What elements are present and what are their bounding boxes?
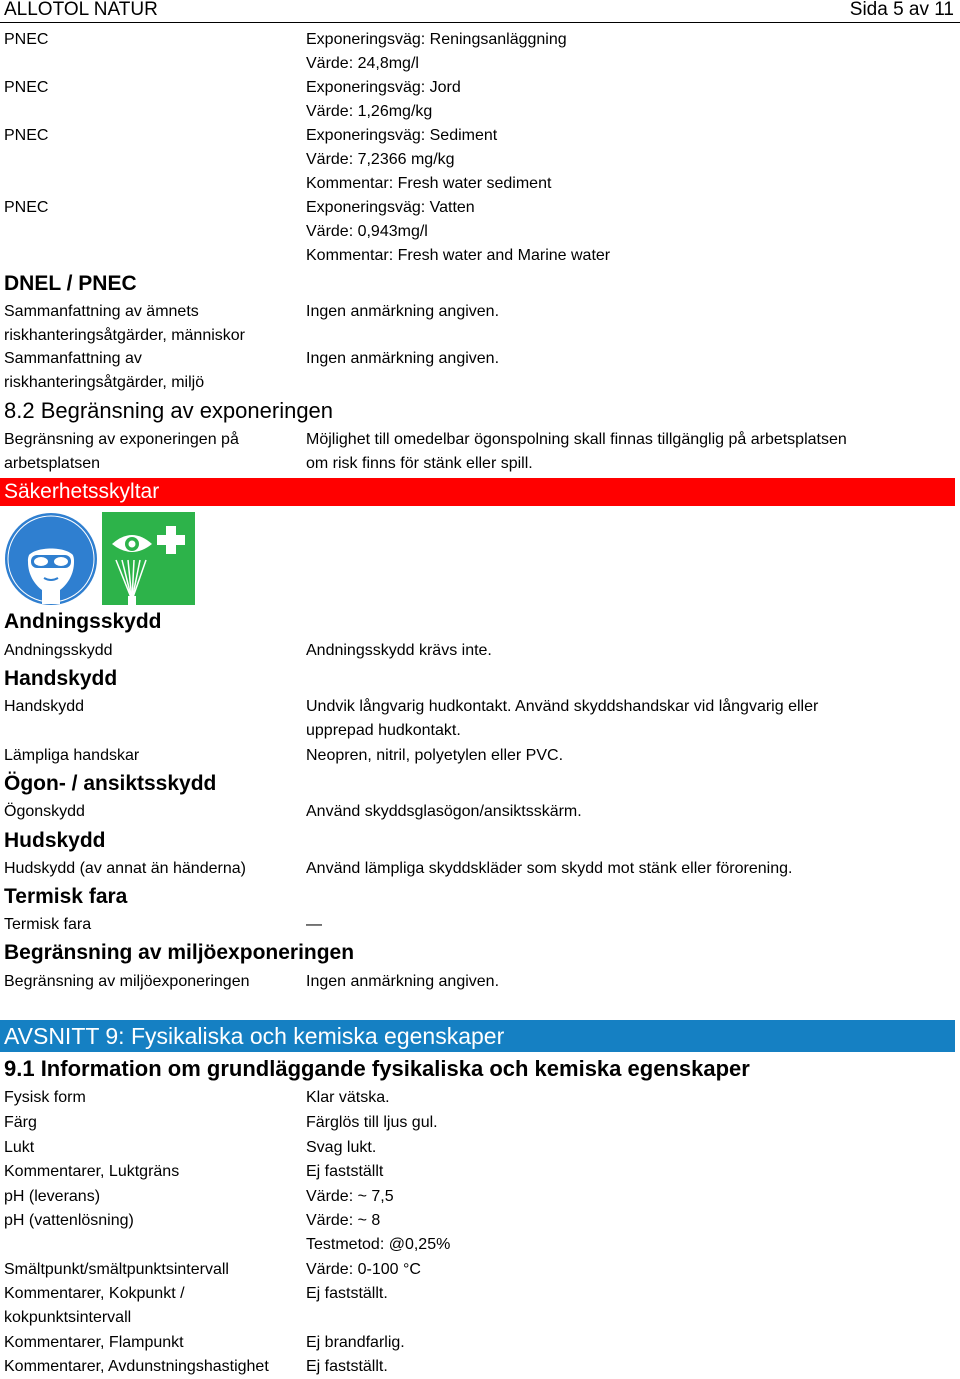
gloves-value: Neopren, nitril, polyetylen eller PVC.	[306, 747, 564, 764]
pnec-label: PNEC	[4, 31, 49, 48]
dnel-label-line: riskhanteringsåtgärder, människor	[4, 327, 246, 344]
property-label: Smältpunkt/smältpunktsintervall	[4, 1261, 229, 1278]
property-value: Ej fastställt	[306, 1163, 384, 1180]
dnel-value: Ingen anmärkning angiven.	[306, 303, 500, 320]
property-value-line: Värde: ~ 8	[306, 1212, 381, 1229]
section-9-title: AVSNITT 9: Fysikaliska och kemiska egenskaper	[4, 1023, 505, 1049]
property-value: Färglös till ljus gul.	[306, 1114, 438, 1131]
pnec-line: Värde: 0,943mg/l	[306, 223, 428, 240]
hands-value	[306, 695, 818, 743]
section-9-1-heading: 9.1 Information om grundläggande fysikaliska och kemiska egenskaper	[4, 1056, 750, 1081]
gloves-label: Lämpliga handskar	[4, 747, 140, 764]
dnel-value: Ingen anmärkning angiven.	[306, 350, 500, 367]
property-value-line: Testmetod: @0,25%	[306, 1236, 451, 1253]
exposure-value-line: om risk finns för stänk eller spill.	[306, 455, 533, 472]
thermal-value: —	[306, 916, 322, 933]
thermal-label: Termisk fara	[4, 916, 92, 933]
environment-value: Ingen anmärkning angiven.	[306, 973, 500, 990]
property-label: Kommentarer, Luktgräns	[4, 1163, 180, 1180]
exposure-value-line: Möjlighet till omedelbar ögonspolning skall finnas tillgänglig på arbetsplatsen	[306, 431, 847, 448]
pnec-line: Kommentar: Fresh water and Marine water	[306, 247, 611, 264]
pnec-line: Exponeringsväg: Reningsanläggning	[306, 31, 567, 48]
property-label: Fysisk form	[4, 1089, 86, 1106]
property-label: Färg	[4, 1114, 37, 1131]
skin-label: Hudskydd (av annat än händerna)	[4, 860, 246, 877]
dnel-label-line: Sammanfattning av	[4, 350, 142, 367]
property-label: Kommentarer, Avdunstningshastighet	[4, 1358, 269, 1375]
environment-heading: Begränsning av miljöexponeringen	[4, 941, 355, 964]
exposure-label-line: Begränsning av exponeringen på	[4, 431, 239, 448]
pnec-label: PNEC	[4, 79, 49, 96]
breathing-label: Andningsskydd	[4, 642, 113, 659]
exposure-label	[4, 428, 239, 476]
property-label: Kommentarer, Flampunkt	[4, 1334, 184, 1351]
hands-label: Handskydd	[4, 698, 85, 715]
breathing-heading: Andningsskydd	[4, 610, 162, 633]
dnel-label	[4, 347, 204, 395]
skin-value: Använd lämpliga skyddskläder som skydd mot stänk eller förorening.	[306, 860, 793, 877]
pnec-line: Exponeringsväg: Jord	[306, 79, 461, 96]
pnec-line: Exponeringsväg: Vatten	[306, 199, 475, 216]
pnec-value	[306, 196, 610, 268]
eyewash-station-sign-icon	[102, 512, 195, 605]
property-label-line: kokpunktsintervall	[4, 1309, 132, 1326]
pnec-line: Värde: 7,2366 mg/kg	[306, 151, 455, 168]
breathing-value: Andningsskydd krävs inte.	[306, 642, 492, 659]
property-label	[4, 1282, 185, 1330]
property-value: Svag lukt.	[306, 1139, 377, 1156]
hands-value-line: upprepad hudkontakt.	[306, 722, 461, 739]
exposure-value	[306, 428, 847, 476]
goggles-mandatory-sign-icon	[4, 512, 98, 606]
pnec-line: Värde: 1,26mg/kg	[306, 103, 433, 120]
pnec-label: PNEC	[4, 127, 49, 144]
safety-signs-bar	[0, 478, 955, 506]
section-8-2-heading: 8.2 Begränsning av exponeringen	[4, 398, 334, 423]
property-value: Ej brandfarlig.	[306, 1334, 405, 1351]
property-value: Ej fastställt.	[306, 1285, 388, 1302]
pnec-line: Värde: 24,8mg/l	[306, 55, 419, 72]
property-value	[306, 1209, 450, 1257]
pnec-line: Exponeringsväg: Sediment	[306, 127, 498, 144]
dnel-label-line: Sammanfattning av ämnets	[4, 303, 199, 320]
property-label: pH (vattenlösning)	[4, 1212, 134, 1229]
page-number: Sida 5 av 11	[849, 0, 954, 20]
section-9-banner	[0, 1020, 955, 1052]
property-value: Värde: ~ 7,5	[306, 1188, 394, 1205]
hands-value-line: Undvik långvarig hudkontakt. Använd skyddshandskar vid långvarig eller	[306, 698, 819, 715]
product-name: ALLOTOL NATUR	[4, 0, 158, 20]
environment-label: Begränsning av miljöexponeringen	[4, 973, 250, 990]
pnec-line: Kommentar: Fresh water sediment	[306, 175, 552, 192]
eyes-value: Använd skyddsglasögon/ansiktsskärm.	[306, 803, 582, 820]
dnel-heading: DNEL / PNEC	[4, 272, 137, 295]
thermal-heading: Termisk fara	[4, 885, 128, 908]
dnel-label	[4, 300, 245, 348]
eyes-heading: Ögon- / ansiktsskydd	[4, 772, 217, 795]
property-value: Värde: 0-100 °C	[306, 1261, 421, 1278]
property-value: Ej fastställt.	[306, 1358, 388, 1375]
property-label: Lukt	[4, 1139, 35, 1156]
property-label-line: Kommentarer, Kokpunkt /	[4, 1285, 185, 1302]
pnec-label: PNEC	[4, 199, 49, 216]
exposure-label-line: arbetsplatsen	[4, 455, 101, 472]
dnel-label-line: riskhanteringsåtgärder, miljö	[4, 374, 205, 391]
pnec-value	[306, 28, 567, 76]
skin-heading: Hudskydd	[4, 829, 106, 852]
property-value: Klar vätska.	[306, 1089, 390, 1106]
pnec-value	[306, 124, 551, 196]
hands-heading: Handskydd	[4, 667, 118, 690]
eyes-label: Ögonskydd	[4, 803, 85, 820]
safety-signs-heading: Säkerhetsskyltar	[4, 478, 161, 506]
pnec-value	[306, 76, 461, 124]
property-label: pH (leverans)	[4, 1188, 101, 1205]
